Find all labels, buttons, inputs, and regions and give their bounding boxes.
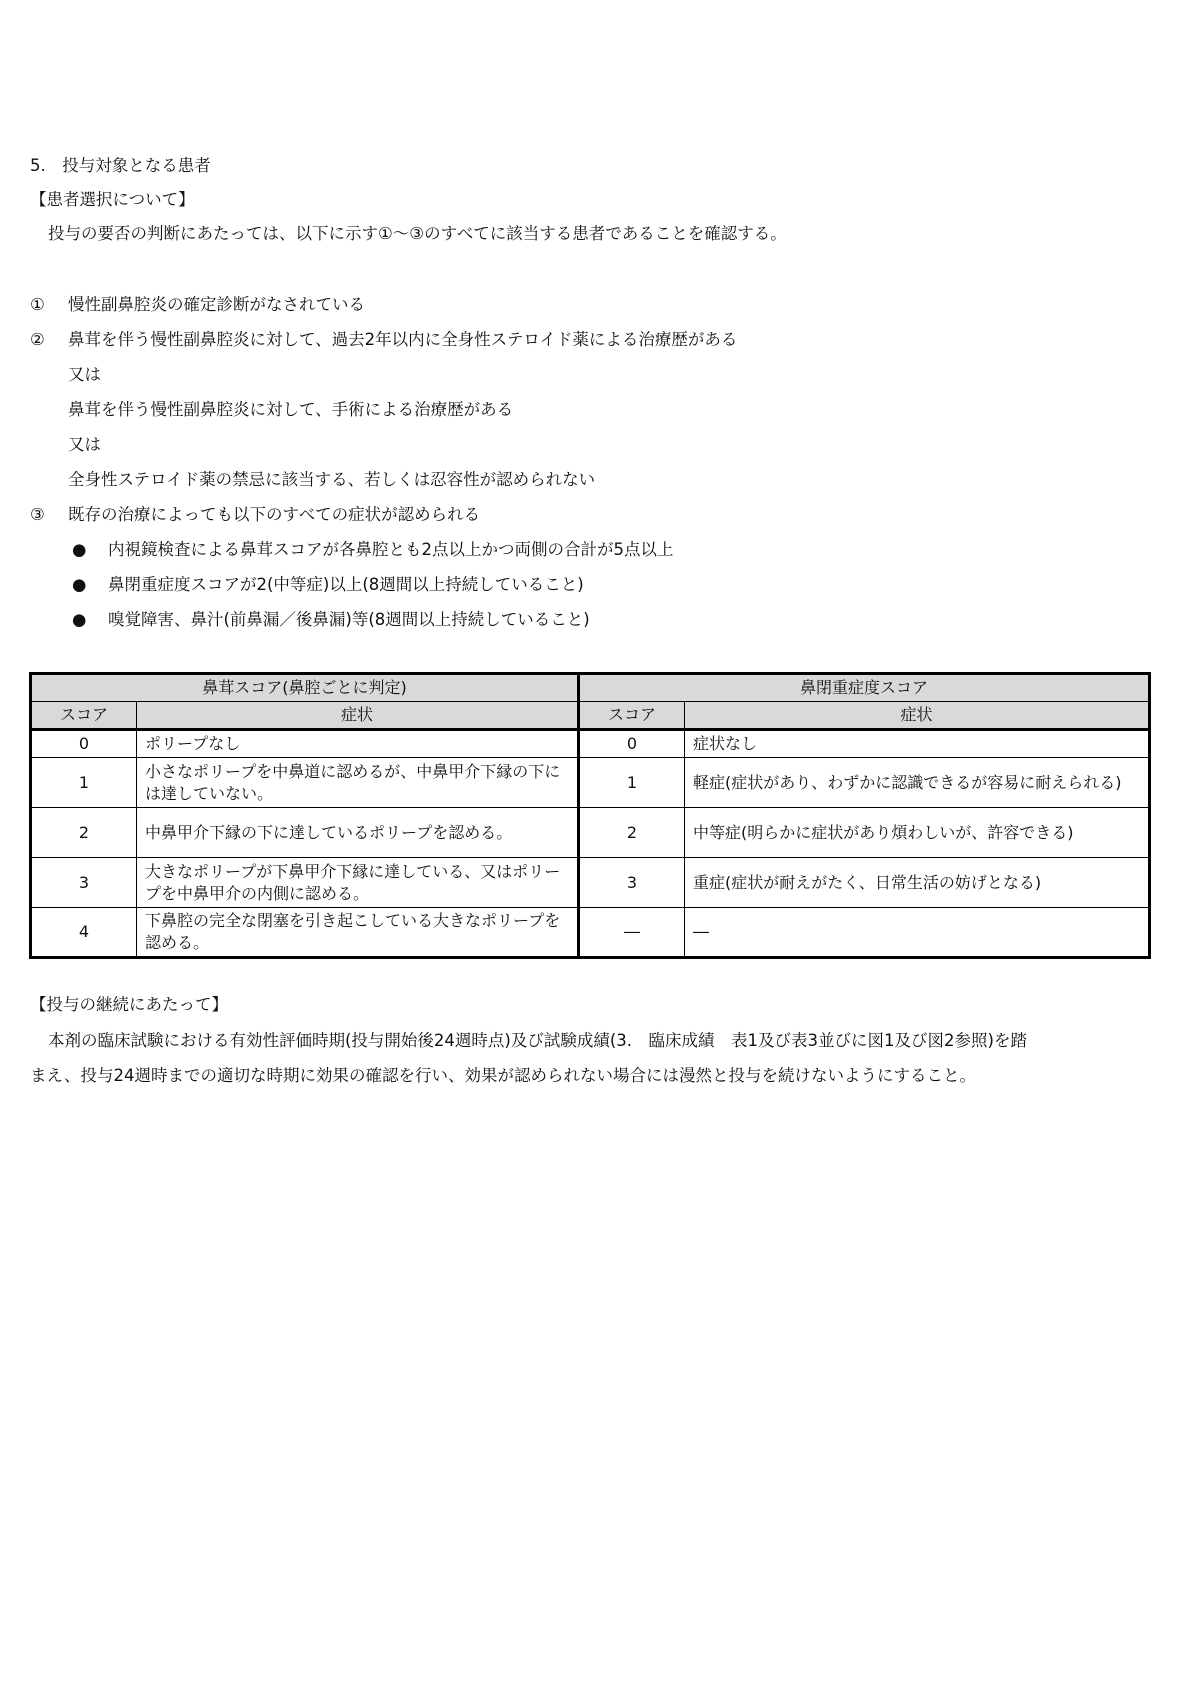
right-score: 2	[579, 808, 685, 858]
right-symptom: 軽症(症状があり、わずかに認識できるが容易に耐えられる)	[685, 758, 1150, 808]
col-symptom: 症状	[685, 702, 1150, 730]
bullet-icon: ●	[72, 610, 87, 629]
right-symptom: ―	[685, 908, 1150, 958]
selection-intro: 投与の要否の判断にあたっては、以下に示す①～③のすべてに該当する患者であることを確認する。	[48, 224, 787, 243]
right-score: 3	[579, 858, 685, 908]
bullet-text: 鼻閉重症度スコアが2(中等症)以上(8週間以上持続していること)	[108, 575, 584, 594]
bullet-text: 嗅覚障害、鼻汁(前鼻漏／後鼻漏)等(8週間以上持続していること)	[108, 610, 590, 629]
continuation-line-1: 本剤の臨床試験における有効性評価時期(投与開始後24週時点)及び試験成績(3. 臨床成績 表1及び表3並びに図1及び図2参照)を踏	[48, 1031, 1027, 1050]
right-score: 1	[579, 758, 685, 808]
item-num: ③	[30, 505, 45, 524]
congestion-score-title: 鼻閉重症度スコア	[579, 674, 1150, 702]
score-table	[29, 672, 1151, 959]
bullet-text: 内視鏡検査による鼻茸スコアが各鼻腔とも2点以上かつ両側の合計が5点以上	[108, 540, 674, 559]
left-score: 4	[31, 908, 137, 958]
col-score: スコア	[579, 702, 685, 730]
table-row	[31, 808, 1150, 858]
left-symptom: 大きなポリープが下鼻甲介下縁に達している、又はポリープを中鼻甲介の内側に認める。	[137, 858, 579, 908]
table-row	[31, 730, 1150, 758]
left-score: 1	[31, 758, 137, 808]
item-text: 既存の治療によっても以下のすべての症状が認められる	[68, 505, 481, 524]
table-row	[31, 858, 1150, 908]
item-text: 慢性副鼻腔炎の確定診断がなされている	[68, 295, 365, 314]
left-symptom: 中鼻甲介下縁の下に達しているポリープを認める。	[137, 808, 579, 858]
right-score: ―	[579, 908, 685, 958]
right-score: 0	[579, 730, 685, 758]
left-score: 2	[31, 808, 137, 858]
nasal-polyp-score-title: 鼻茸スコア(鼻腔ごとに判定)	[31, 674, 579, 702]
right-symptom: 重症(症状が耐えがたく、日常生活の妨げとなる)	[685, 858, 1150, 908]
selection-heading: 【患者選択について】	[30, 190, 195, 209]
section-title: 5. 投与対象となる患者	[30, 156, 211, 175]
left-symptom: 小さなポリープを中鼻道に認めるが、中鼻甲介下縁の下には達していない。	[137, 758, 579, 808]
item-num: ①	[30, 295, 45, 314]
right-symptom: 中等症(明らかに症状があり煩わしいが、許容できる)	[685, 808, 1150, 858]
col-symptom: 症状	[137, 702, 579, 730]
bullet-icon: ●	[72, 540, 87, 559]
item-text: 鼻茸を伴う慢性副鼻腔炎に対して、過去2年以内に全身性ステロイド薬による治療歴がある	[68, 330, 738, 349]
continuation-line-2: まえ、投与24週時までの適切な時期に効果の確認を行い、効果が認められない場合には漫然と投与を続けないようにすること。	[30, 1066, 976, 1085]
bullet-icon: ●	[72, 575, 87, 594]
item-text: 又は	[68, 365, 101, 384]
item-text: 全身性ステロイド薬の禁忌に該当する、若しくは忍容性が認められない	[68, 470, 596, 489]
item-text: 鼻茸を伴う慢性副鼻腔炎に対して、手術による治療歴がある	[68, 400, 514, 419]
left-symptom: 下鼻腔の完全な閉塞を引き起こしている大きなポリープを認める。	[137, 908, 579, 958]
table-row	[31, 908, 1150, 958]
table-row	[31, 758, 1150, 808]
continuation-heading: 【投与の継続にあたって】	[30, 995, 228, 1014]
col-score: スコア	[31, 702, 137, 730]
item-num: ②	[30, 330, 45, 349]
item-text: 又は	[68, 435, 101, 454]
right-symptom: 症状なし	[685, 730, 1150, 758]
left-score: 3	[31, 858, 137, 908]
left-score: 0	[31, 730, 137, 758]
left-symptom: ポリープなし	[137, 730, 579, 758]
